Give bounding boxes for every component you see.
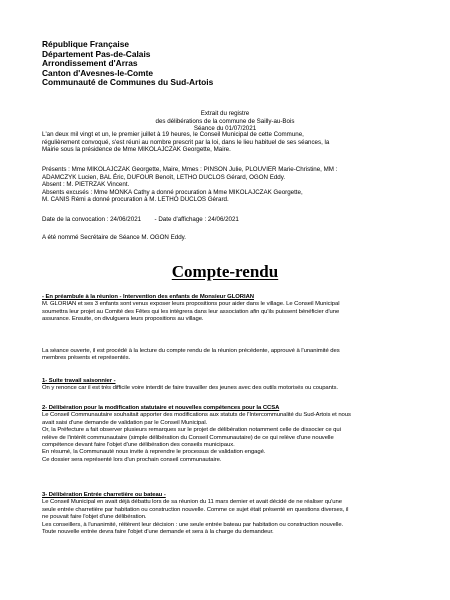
- section-line: Or, la Préfecture a fait observer plusieurs remarques sur le projet de délibération notamment celle de dissocier ce qui: [42, 427, 341, 434]
- header-line: République Française: [42, 39, 130, 49]
- presence-line: Absents excusés : Mme MONKA Cathy a donné procuration à Mme MIKOLAJCZAK Georgette,: [42, 188, 303, 196]
- section-line: seule entrée charretière par habitation ou construction nouvelle. Comme ce sujet était présenté en questions diverses, il: [42, 506, 349, 513]
- extrait-line: Séance du 01/07/2021: [193, 125, 257, 133]
- section-line: Le Conseil Municipal en avait déjà débattu lors de sa réunion du 11 mars dernier et avait décidé de ne réaliser qu'une: [42, 499, 342, 506]
- secretaire-line: [42, 234, 412, 242]
- section-line: Ce dossier sera représenté lors d'un prochain conseil communautaire.: [42, 456, 222, 463]
- header-line: Communauté de Communes du Sud-Artois: [42, 77, 214, 88]
- extrait-line: Extrait du registre: [200, 110, 250, 117]
- section-line: membres présents et représentés.: [42, 355, 131, 362]
- intro-line: Mairie sous la présidence de Mme MIKOLAJCZAK Georgette, Maire.: [42, 146, 231, 154]
- intro-line: régulièrement convoqué, s'est réuni au nombre prescrit par la loi, dans le lieu habituel de ses séances, la: [42, 138, 330, 146]
- header-line: Canton d'Avesnes-le-Comte: [42, 67, 154, 78]
- section-line: avait saisi d'une demande de validation par le Conseil Municipal.: [42, 419, 208, 426]
- convocation-date: Date de la convocation : 24/06/2021: [42, 216, 142, 223]
- section-line: Le Conseil Communautaire souhaitait apporter des modifications aux statuts de l'Intercommunalité du Sud-Artois et nous: [42, 412, 351, 419]
- presence-line: Absent : M. PIETRZAK Vincent.: [42, 181, 130, 189]
- section-line: ne pouvait faire l'objet d'une délibération.: [42, 514, 147, 521]
- extrait-block: [0, 110, 450, 133]
- secretaire-text: A été nommé Secrétaire de Séance M. OGON Eddy.: [42, 234, 186, 241]
- section-line: Les conseillers, à l'unanimité, réitèrent leur décision : une seule entrée bateau par habitation ou construction nouvelle.: [42, 521, 344, 528]
- section-line: soumettra leur projet au Comité des Fêtes qui les intègrera dans leur association afin qu'ils puissent bénéficier d'une: [42, 308, 340, 315]
- section-line: En résumé, la Communauté nous invite à reprendre le processus de validation engagé.: [42, 449, 266, 456]
- presence-paragraph: [42, 166, 412, 204]
- presence-line: Présents : Mme MIKOLAJCZAK Georgette, Maire, Mmes : PINSON Julie, PLOUVIER Marie-Christine, MM :: [42, 166, 338, 173]
- presence-line: M. CANIS Rémi a donné procuration à M. LETHO DUCLOS Gérard.: [42, 196, 229, 204]
- section-3: [42, 492, 414, 536]
- intro-paragraph: [42, 131, 412, 154]
- section-line: compétence devant faire l'objet d'une délibération des conseils municipaux.: [42, 442, 235, 449]
- page-title: Compte-rendu: [171, 262, 279, 281]
- dates-line: [42, 216, 412, 224]
- preambule-section: [42, 294, 414, 324]
- section-line: On y renonce car il est très difficile voire interdit de faire travailler des jeunes avec des outils motorisés ou coupants.: [42, 385, 338, 392]
- presence-line: ADAMCZYK Lucien, BAL Éric, DUFOUR Benoît, LETHO DUCLOS Gérard, OGON Eddy.: [42, 173, 286, 181]
- section-1: [42, 378, 414, 393]
- section-line: La séance ouverte, il est procédé à la lecture du compte rendu de la réunion précédente, approuvé à l'unanimité des: [42, 348, 340, 354]
- affichage-date: - Date d'affichage : 24/06/2021: [154, 216, 239, 223]
- section-line: assurance. Ensuite, on divulguera leurs propositions au village.: [42, 316, 204, 323]
- header-block: [42, 40, 213, 88]
- header-line: Département Pas-de-Calais: [42, 48, 151, 59]
- ouverture-paragraph: [42, 348, 414, 363]
- section-line: Toute nouvelle entrée devra faire l'objet d'une demande et sera à la charge du demandeur.: [42, 529, 274, 536]
- section-heading: - En préambule à la réunion - Intervention des enfants de Monsieur GLORIAN: [42, 294, 254, 300]
- section-heading: 1- Suite travail saisonnier -: [42, 378, 116, 384]
- section-line: relève de l'intérêt communautaire (simple délibération du Conseil Communautaire) de ce qui relève d'une nouvelle: [42, 434, 334, 441]
- intro-line: L'an deux mil vingt et un, le premier juillet à 19 heures, le Conseil Municipal de cette Commune,: [42, 131, 304, 138]
- section-heading: 2- Délibération pour la modification statutaire et nouvelles compétences pour la CCSA: [42, 405, 280, 411]
- extrait-line: des délibérations de la commune de Sailly-au-Bois: [155, 117, 295, 125]
- section-heading: 3- Délibération Entrée charretière ou bateau -: [42, 492, 166, 498]
- section-2: [42, 405, 414, 464]
- header-line: Arrondissement d'Arras: [42, 58, 138, 69]
- section-line: M. GLORIAN et ses 3 enfants sont venus exposer leurs propositions pour aider dans le village. Le Conseil Municipal: [42, 301, 340, 308]
